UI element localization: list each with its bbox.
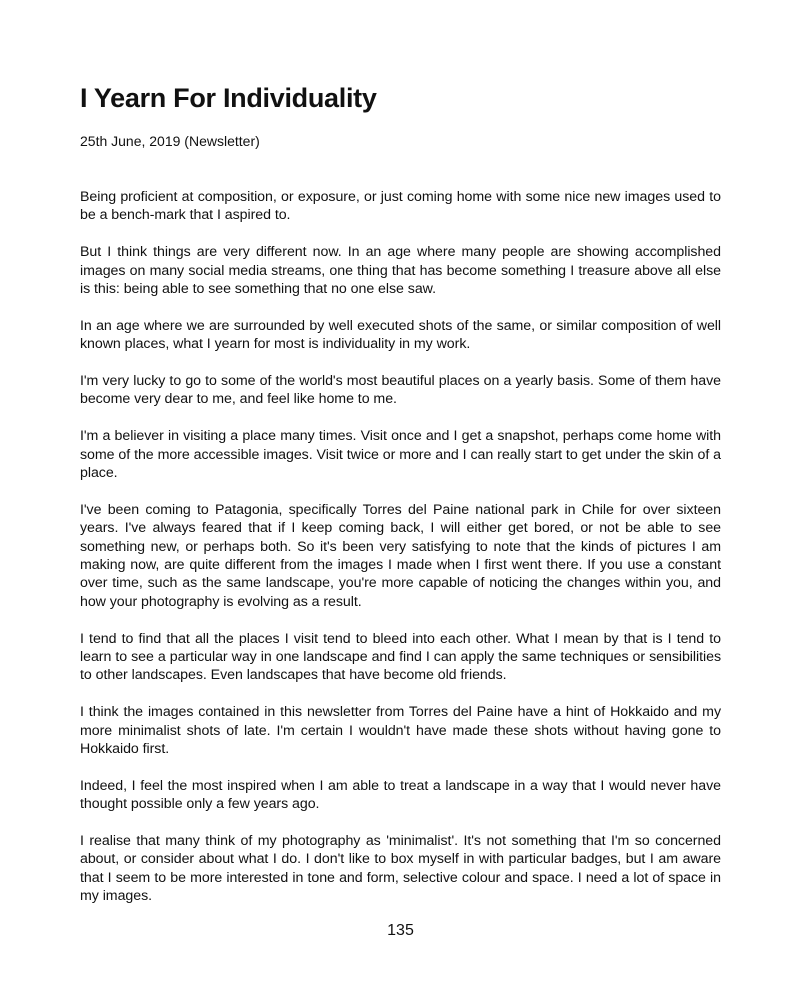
article-dateline: 25th June, 2019 (Newsletter) [80, 133, 260, 149]
body-paragraph: Indeed, I feel the most inspired when I am able to treat a landscape in a way that I would never have thought possible only a few years ago. [80, 777, 721, 813]
body-paragraph: I think the images contained in this newsletter from Torres del Paine have a hint of Hokkaido and my more minimalist shots of late. I'm certain I wouldn't have made these shots without having gone to Hokkaido first. [80, 704, 721, 758]
body-paragraph: I'm very lucky to go to some of the world's most beautiful places on a yearly basis. Some of them have become very dear to me, and feel like home to me. [80, 373, 721, 408]
page-number: 135 [387, 922, 414, 939]
body-paragraph: I tend to find that all the places I visit tend to bleed into each other. What I mean by that is I tend to learn to see a particular way in one landscape and find I can apply the same techniques or sensibilities to other landscapes. Even landscapes that have become old friends. [80, 630, 721, 684]
body-paragraph: I realise that many think of my photography as 'minimalist'. It's not something that I'm so concerned about, or consider about what I do. I don't like to box myself in with particular badges, but I am aware that I seem to be more interested in tone and form, selective colour and space. I need a lot of space in my images. [80, 833, 721, 905]
document-page [80, 0, 721, 1000]
body-paragraph: Being proficient at composition, or exposure, or just coming home with some nice new images used to be a bench-mark that I aspired to. [80, 189, 721, 224]
body-paragraph: But I think things are very different now. In an age where many people are showing accomplished images on many social media streams, one thing that has become something I treasure above all else is this: being able to see something that no one else saw. [80, 244, 721, 298]
body-paragraph: I'm a believer in visiting a place many times. Visit once and I get a snapshot, perhaps come home with some of the more accessible images. Visit twice or more and I can really start to get under the skin of a place. [80, 428, 721, 482]
body-paragraph: I've been coming to Patagonia, specifically Torres del Paine national park in Chile for over sixteen years. I've always feared that if I keep coming back, I will either get bored, or not be able to see something new, or perhaps both. So it's been very satisfying to note that the kinds of pictures I am making now, are quite different from the images I made when I first went there. If you use a constant over time, such as the same landscape, you're more capable of noticing the changes within you, and how your photography is evolving as a result. [80, 501, 721, 610]
article-title: I Yearn For Individuality [80, 83, 377, 113]
article-body [80, 188, 721, 924]
body-paragraph: In an age where we are surrounded by well executed shots of the same, or similar composition of well known places, what I yearn for most is individuality in my work. [80, 317, 721, 353]
